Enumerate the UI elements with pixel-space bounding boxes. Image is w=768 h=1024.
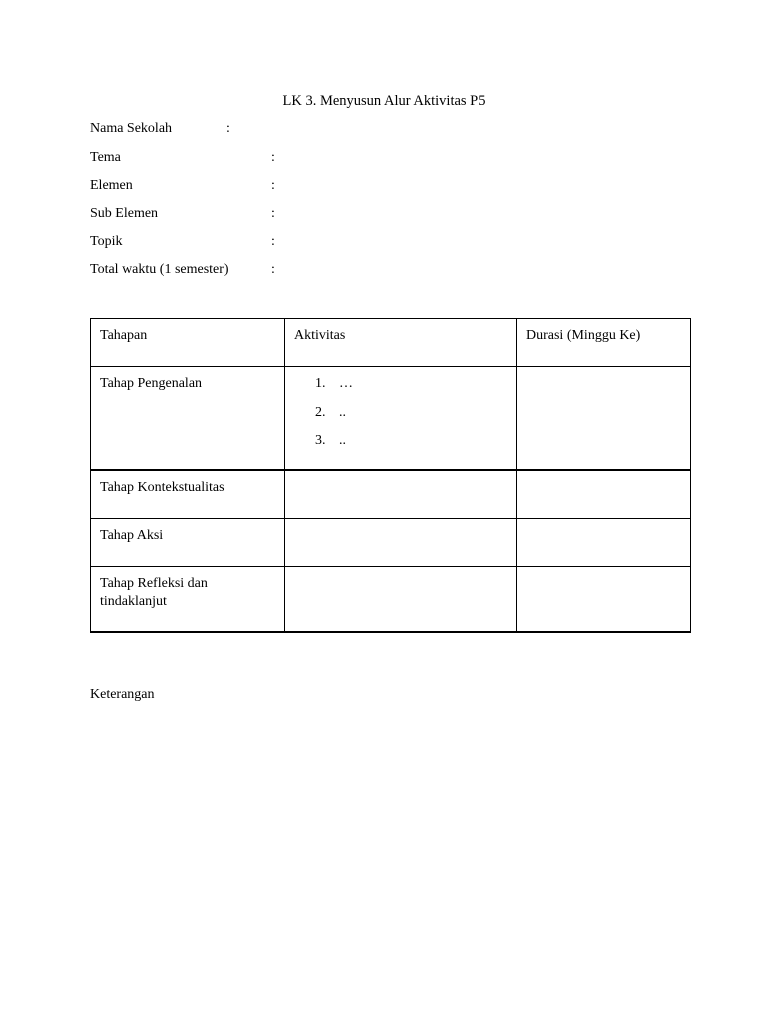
field-colon-elemen: : — [271, 178, 275, 193]
list-item-text: .. — [339, 433, 346, 448]
cell-aktivitas — [285, 470, 517, 519]
header-durasi: Durasi (Minggu Ke) — [517, 319, 691, 367]
activity-list — [294, 375, 507, 461]
list-item — [315, 375, 507, 404]
cell-durasi — [517, 519, 691, 567]
cell-tahapan: Tahap Pengenalan — [91, 367, 285, 471]
list-item-number: 3. — [315, 433, 326, 448]
field-label-tema: Tema — [90, 150, 121, 165]
cell-aktivitas — [285, 519, 517, 567]
field-colon-topik: : — [271, 234, 275, 249]
keterangan-label: Keterangan — [90, 687, 155, 702]
list-item — [315, 432, 507, 461]
table-row — [91, 367, 691, 471]
cell-durasi — [517, 470, 691, 519]
cell-aktivitas — [285, 567, 517, 633]
cell-tahapan: Tahap Kontekstualitas — [91, 470, 285, 519]
field-colon-total-waktu: : — [271, 262, 275, 277]
cell-durasi — [517, 367, 691, 471]
list-item-number: 2. — [315, 404, 326, 420]
field-colon-sub-elemen: : — [271, 206, 275, 221]
cell-tahapan: Tahap Refleksi dan tindaklanjut — [91, 567, 285, 633]
list-item-text: .. — [339, 404, 346, 420]
header-tahapan: Tahapan — [91, 319, 285, 367]
activity-flow-table — [90, 318, 691, 633]
field-label-total-waktu: Total waktu (1 semester) — [90, 262, 229, 277]
field-colon-tema: : — [271, 150, 275, 165]
list-item-text: … — [339, 376, 353, 391]
field-label-elemen: Elemen — [90, 178, 133, 193]
table-header-row — [91, 319, 691, 367]
list-item — [315, 404, 507, 433]
table-row — [91, 567, 691, 633]
field-label-sub-elemen: Sub Elemen — [90, 206, 159, 221]
page-title: LK 3. Menyusun Alur Aktivitas P5 — [282, 93, 486, 109]
list-item-number: 1. — [315, 376, 326, 391]
cell-tahapan: Tahap Aksi — [91, 519, 285, 567]
header-aktivitas: Aktivitas — [285, 319, 517, 367]
table-row — [91, 470, 691, 519]
cell-aktivitas — [285, 367, 517, 471]
cell-durasi — [517, 567, 691, 633]
field-label-topik: Topik — [90, 234, 123, 249]
table-row — [91, 519, 691, 567]
field-label-nama-sekolah: Nama Sekolah — [90, 121, 173, 136]
field-colon-nama-sekolah: : — [226, 121, 230, 136]
